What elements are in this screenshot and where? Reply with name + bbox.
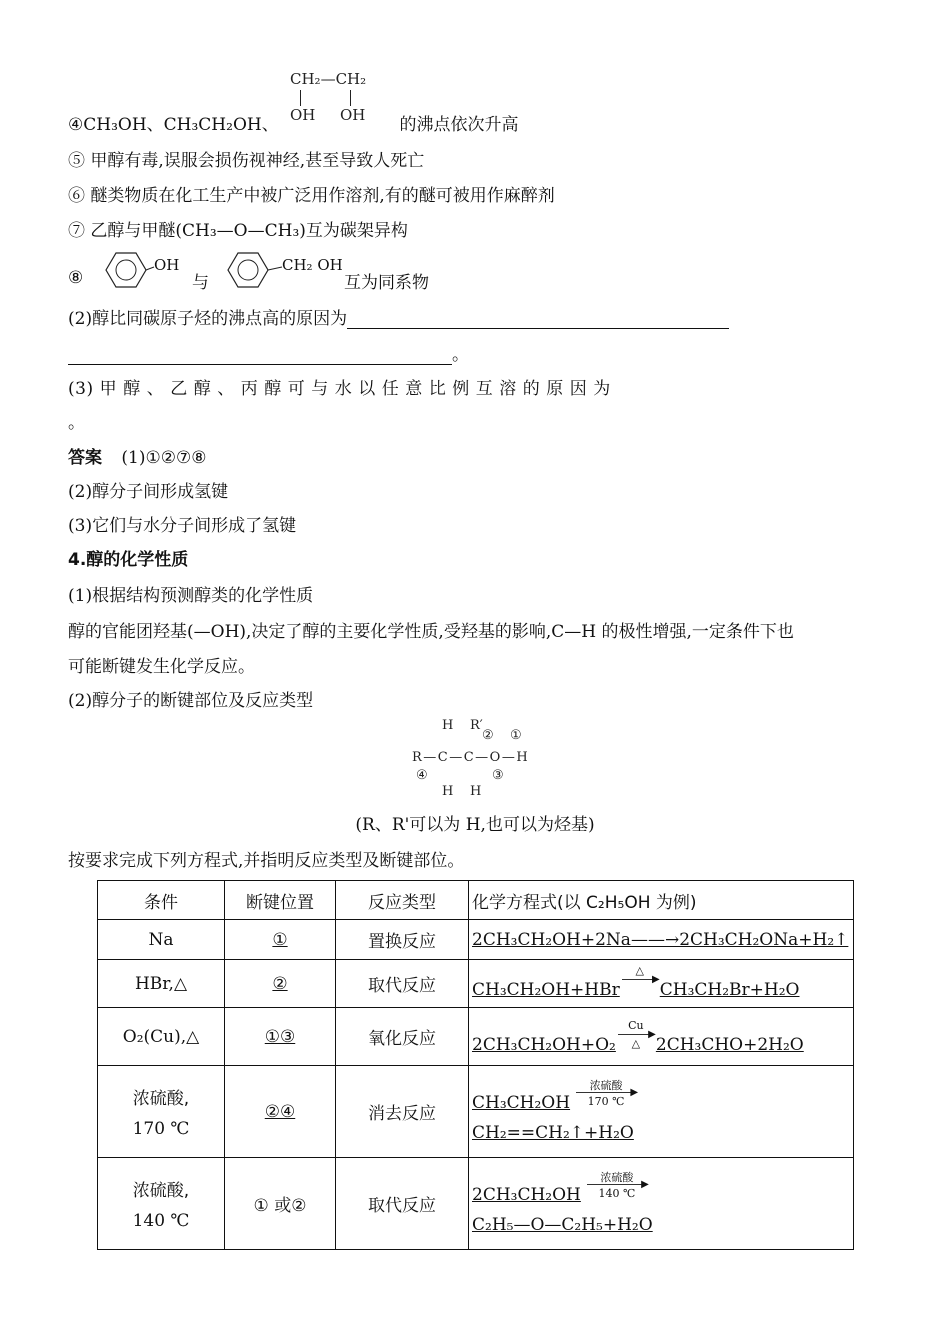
question-3: (3) 甲 醇 、 乙 醇 、 丙 醇 可 与 水 以 任 意 比 例 互 溶 的 原 因 为 [68, 379, 611, 399]
row-equation [469, 1008, 854, 1066]
row-condition-1: 浓硫酸, [132, 1089, 190, 1109]
diagram-main-chain: R—C—C—O—H [412, 750, 530, 765]
row-condition-2: 170 ℃ [132, 1119, 190, 1139]
answer-label: 答案 [68, 448, 102, 468]
glycol-top: CH₂—CH₂ [290, 70, 367, 88]
eq-left: 2CH₃CH₂OH+O₂ [472, 1034, 616, 1055]
answer-1: (1)①②⑦⑧ [121, 448, 207, 468]
row-position: ① [225, 920, 336, 960]
header-condition: 条件 [98, 881, 225, 920]
eq-line-2: CH₂==CH₂↑+H₂O [472, 1122, 634, 1143]
row-type: 置换反应 [336, 920, 469, 960]
glycol-bond-left [300, 90, 301, 106]
benzyl-ch2oh: CH₂ OH [282, 256, 343, 274]
reaction-arrow: Cu ▶ △ [616, 1035, 656, 1055]
reaction-arrow: △ ▶ [620, 980, 660, 1000]
row-position: ②④ [225, 1066, 336, 1158]
section-4-para2: 可能断键发生化学反应。 [68, 657, 255, 677]
diagram-h-bottom-1: H [442, 784, 454, 799]
glycol-oh-right: OH [340, 106, 366, 124]
eq-left: 2CH₃CH₂OH [472, 1184, 581, 1205]
row-type: 消去反应 [336, 1066, 469, 1158]
answer-2: (2)醇分子间形成氢键 [68, 482, 229, 502]
item-6: ⑥ 醚类物质在化工生产中被广泛用作溶剂,有的醚可被用作麻醉剂 [68, 186, 555, 206]
item-8-suffix: 互为同系物 [344, 273, 429, 293]
phenol-oh: OH [154, 256, 180, 274]
row-equation [469, 1158, 854, 1250]
table-row [98, 1066, 854, 1158]
table-row [98, 960, 854, 1008]
diagram-h-bottom-2: H [470, 784, 482, 799]
section-4-para1: 醇的官能团羟基(—OH),决定了醇的主要化学性质,受羟基的影响,C—H 的极性增强,一定条件下也 [68, 622, 794, 642]
phenol-benzene-icon [96, 250, 156, 290]
diagram-caption: (R、R'可以为 H,也可以为烃基) [355, 815, 595, 835]
table-row [98, 1158, 854, 1250]
glycol-bond-right [350, 90, 351, 106]
section-4-sub1: (1)根据结构预测醇类的化学性质 [68, 586, 314, 606]
item-4 [68, 110, 519, 135]
row-condition [98, 1158, 225, 1250]
arrow-top: △ [635, 963, 644, 977]
table-row [98, 920, 854, 960]
diagram-r-prime: R′ [470, 718, 483, 733]
table-row [98, 1008, 854, 1066]
arrow-bottom: 140 ℃ [598, 1186, 636, 1200]
header-position: 断键位置 [225, 881, 336, 920]
answer-blank[interactable] [68, 344, 452, 365]
eq-right: 2CH₃CHO+2H₂O [655, 1034, 804, 1055]
row-equation: 2CH₃CH₂OH+2Na——→2CH₃CH₂ONa+H₂↑ [469, 920, 854, 960]
arrow-top: 浓硫酸 [600, 1170, 634, 1184]
item-8-and: 与 [192, 273, 209, 293]
row-condition: HBr,△ [98, 960, 225, 1008]
row-type: 氧化反应 [336, 1008, 469, 1066]
answer-line-1 [68, 443, 206, 468]
row-condition [98, 1066, 225, 1158]
row-position: ①③ [225, 1008, 336, 1066]
eq-right: CH₃CH₂Br+H₂O [659, 979, 800, 1000]
eq-line-2: C₂H₅—O—C₂H₅+H₂O [472, 1214, 653, 1235]
diagram-mark-1: ① [510, 728, 522, 743]
row-equation [469, 1066, 854, 1158]
row-equation [469, 960, 854, 1008]
section-4-sub2: (2)醇分子的断键部位及反应类型 [68, 691, 314, 711]
answer-blank[interactable] [347, 308, 729, 329]
arrow-bottom: △ [631, 1036, 641, 1050]
glycol-oh-left: OH [290, 106, 316, 124]
item-5: ⑤ 甲醇有毒,误服会损伤视神经,甚至导致人死亡 [68, 151, 425, 171]
item-7: ⑦ 乙醇与甲醚(CH₃—O—CH₃)互为碳架异构 [68, 221, 408, 241]
row-condition: O₂(Cu),△ [98, 1008, 225, 1066]
reaction-arrow: 浓硫酸 ▶ 140 ℃ [585, 1185, 649, 1205]
arrow-bottom: 170 ℃ [587, 1094, 625, 1108]
header-equation: 化学方程式(以 C₂H₅OH 为例) [469, 881, 854, 920]
bond-diagram [412, 718, 552, 802]
question-2-cont [68, 340, 469, 365]
question-2 [68, 304, 729, 329]
section-4-title: 4.醇的化学性质 [68, 550, 189, 570]
eq-left: CH₃CH₂OH [472, 1092, 571, 1113]
item-4-suffix: 的沸点依次升高 [399, 115, 519, 135]
row-position: ① 或② [225, 1158, 336, 1250]
header-type: 反应类型 [336, 881, 469, 920]
question-2-text: (2)醇比同碳原子烃的沸点高的原因为 [68, 309, 348, 329]
arrow-top: 浓硫酸 [589, 1078, 623, 1092]
row-condition: Na [98, 920, 225, 960]
question-3-end: 。 [68, 413, 85, 433]
row-type: 取代反应 [336, 1158, 469, 1250]
instruction: 按要求完成下列方程式,并指明反应类型及断键部位。 [68, 851, 465, 871]
diagram-mark-3: ③ [492, 768, 504, 783]
eq-left: CH₃CH₂OH+HBr [472, 979, 620, 1000]
question-2-end: 。 [452, 345, 469, 365]
row-position: ② [225, 960, 336, 1008]
table-header-row [98, 881, 854, 920]
arrow-top: Cu [628, 1018, 644, 1032]
diagram-mark-4: ④ [416, 768, 428, 783]
row-type: 取代反应 [336, 960, 469, 1008]
reaction-arrow: 浓硫酸 ▶ 170 ℃ [574, 1093, 638, 1113]
benzyl-benzene-icon [218, 250, 284, 290]
row-condition-1: 浓硫酸, [132, 1181, 190, 1201]
diagram-mark-2: ② [482, 728, 494, 743]
answer-3: (3)它们与水分子间形成了氢键 [68, 516, 297, 536]
reaction-table [97, 880, 854, 1250]
diagram-h-top: H [442, 718, 454, 733]
row-condition-2: 140 ℃ [132, 1211, 190, 1231]
item-4-prefix: ④CH₃OH、CH₃CH₂OH、 [68, 115, 279, 135]
item-8-num: ⑧ [68, 268, 84, 288]
